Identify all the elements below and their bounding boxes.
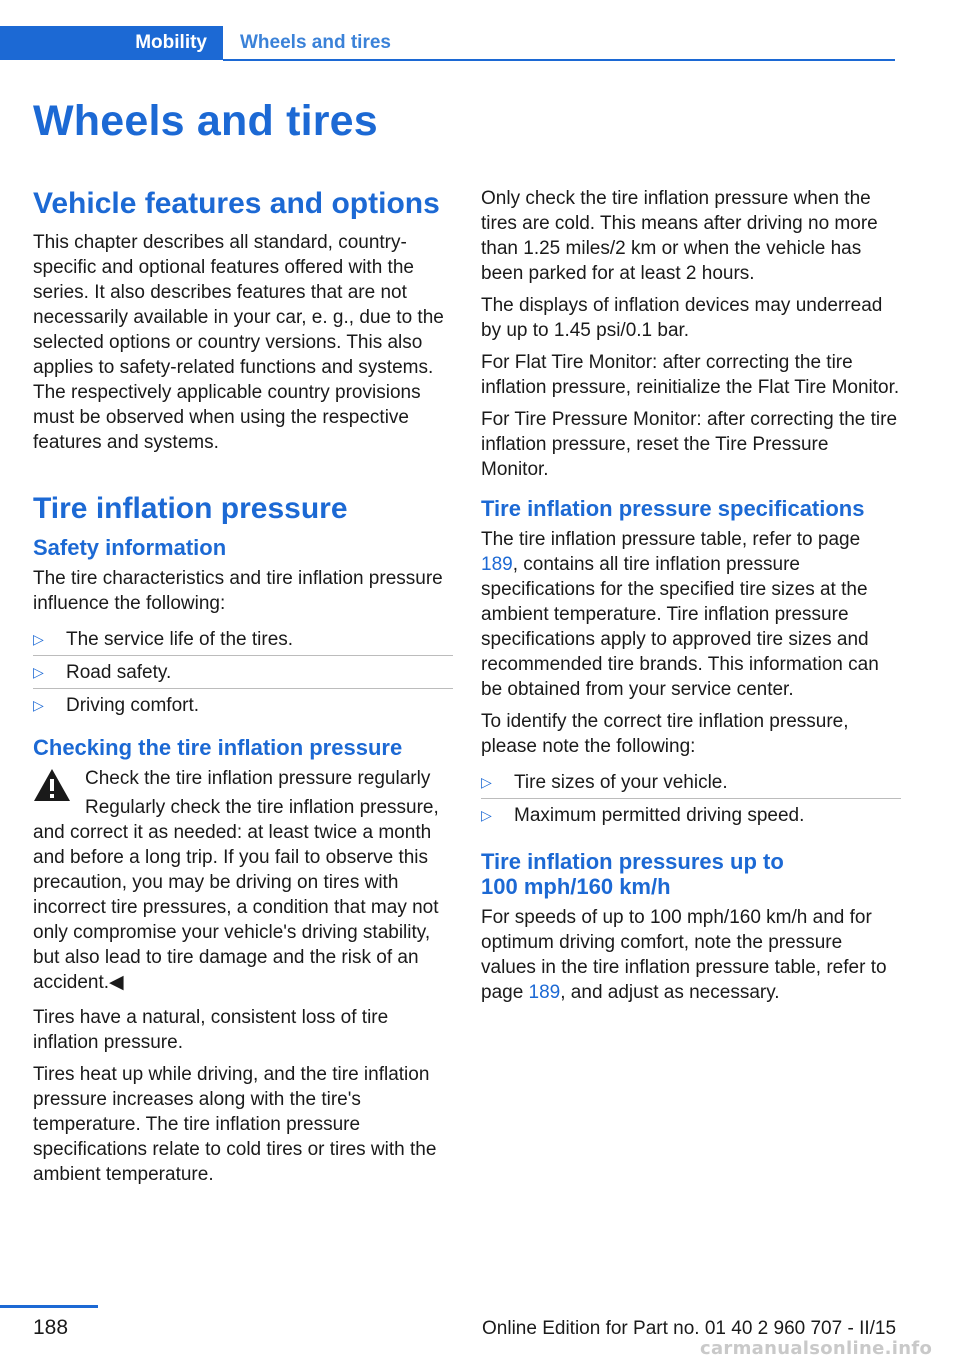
warning-block [33,766,453,995]
triangle-bullet-icon: ▷ [481,807,492,823]
heading-checking-pressure: Checking the tire inflation pressure [33,735,403,760]
tab-mobility[interactable]: Mobility [0,26,223,60]
watermark: carmanualsonline.info [700,1338,933,1359]
list-safety [33,623,453,721]
paragraph-cold-tires: Only check the tire inflation pressure when the tires are cold. This means after driving no more than 1.25 miles/2 km or when the vehicle has been parked for at least 2 hours. [481,188,878,284]
paragraph-up-to-100mph: For speeds of up to 100 mph/160 km/h and for optimum driving comfort, note the pressure values in the tire inflation pressure table, refer to page 189, and adjust as necessary. [481,907,887,1003]
list-item: ▷ Tire sizes of your vehicle. [481,766,901,799]
triangle-bullet-icon: ▷ [33,664,44,680]
list-item: ▷ The service life of the tires. [33,623,453,656]
tab-wheels-and-tires[interactable]: Wheels and tires [240,32,391,53]
paragraph-tire-pressure-monitor: For Tire Pressure Monitor: after correcting the tire inflation pressure, reset the Tire Pressure Monitor. [481,409,898,480]
list-item: ▷ Road safety. [33,656,453,689]
paragraph-natural-loss: Tires have a natural, consistent loss of tire inflation pressure. [33,1007,389,1053]
paragraph-displays: The displays of inflation devices may underread by up to 1.45 psi/0.1 bar. [481,295,883,341]
page-link-189[interactable]: 189 [481,554,513,575]
heading-safety-information: Safety information [33,535,227,560]
heading-tire-inflation-pressure: Tire inflation pressure [33,492,348,525]
page-link-189[interactable]: 189 [528,982,561,1003]
heading-pressure-specifications: Tire inflation pressure specifications [481,496,865,521]
heading-vehicle-features: Vehicle features and options [33,187,440,220]
paragraph-flat-tire-monitor: For Flat Tire Monitor: after correcting the tire inflation pressure, reinitialize the Flat Tire Monitor. [481,352,900,398]
list-item: ▷ Driving comfort. [33,695,200,716]
page-title: Wheels and tires [33,97,378,145]
paragraph-specifications: The tire inflation pressure table, refer to page 189, contains all tire inflation pressure specifications for the specified tire sizes at the ambient temperature. Tire inflation pressure specifications apply to approved tire sizes and recommended tire brands. This information can be obtained from your service center. [481,529,879,700]
paragraph-safety: The tire characteristics and tire inflation pressure influence the following: [33,568,443,614]
header-tabbar [0,26,895,62]
header-rule [223,59,895,61]
list-item: ▷ Maximum permitted driving speed. [481,805,805,826]
warning-triangle-icon [33,768,71,802]
edition-note: Online Edition for Part no. 01 40 2 960 707 - II/15 [482,1318,897,1339]
paragraph-heat: Tires heat up while driving, and the tire inflation pressure increases along with the tire's temperature. The tire inflation pressure specifications relate to cold tires or tires with the ambient temperature. [33,1064,437,1185]
paragraph-identify: To identify the correct tire inflation pressure, please note the following: [481,711,849,757]
paragraph-features: This chapter describes all standard, country-specific and optional features offered with the series. It also describes features that are not necessarily available in your car, e. g., due to the selected options or country versions. This also applies to safety-related functions and systems. The respectively applicable country provisions must be observed when using the respective features and systems. [33,232,444,453]
right-column [481,186,901,1012]
page-number: 188 [33,1316,69,1339]
warning-title: Check the tire inflation pressure regularly [85,768,431,789]
triangle-bullet-icon: ▷ [481,774,492,790]
footer-rule [0,1305,98,1308]
triangle-bullet-icon: ▷ [33,697,44,713]
list-identify [481,766,901,831]
left-column [33,186,453,1194]
triangle-bullet-icon: ▷ [33,631,44,647]
heading-pressures-up-to-100mph: Tire inflation pressures up to 100 mph/160 km/h [481,849,784,899]
warning-body: Regularly check the tire inflation pressure, and correct it as needed: at least twice a month and before a long trip. If you fail to observe this precaution, you may be driving on tires with incorrect tire pressures, a condition that may not only compromise your vehicle's driving stability, but also lead to tire damage and the risk of an accident.◀ [33,797,439,993]
